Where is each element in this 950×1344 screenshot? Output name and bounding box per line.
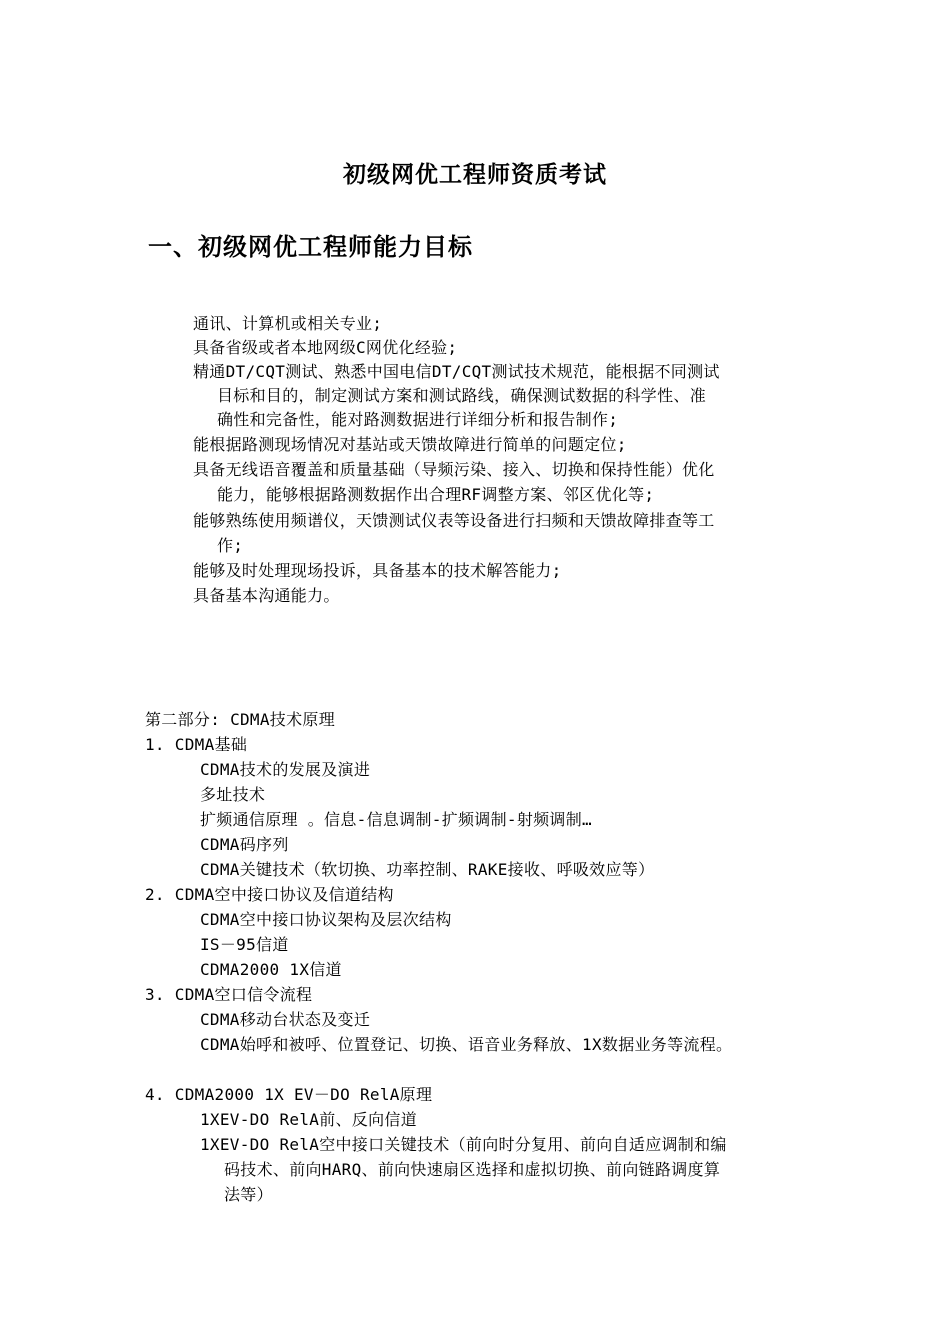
part2-section4-item: 1XEV-DO RelA前、反向信道 [200,1110,417,1129]
part2-section4-item: 1XEV-DO RelA空中接口关键技术（前向时分复用、前向自适应调制和编 [200,1135,727,1154]
requirement-item: 具备无线语音覆盖和质量基础（导频污染、接入、切换和保持性能）优化 [193,460,715,479]
part2-section3-title: 3. CDMA空口信令流程 [145,985,313,1004]
requirement-item: 精通DT/CQT测试、熟悉中国电信DT/CQT测试技术规范，能根据不同测试 [193,362,720,381]
part2-section2-item: CDMA空中接口协议架构及层次结构 [200,910,452,929]
part2-section2-item: CDMA2000 1X信道 [200,960,342,979]
part2-section2-item: IS－95信道 [200,935,289,954]
document-title: 初级网优工程师资质考试 [343,162,607,188]
requirement-item: 具备省级或者本地网级C网优化经验; [193,338,458,357]
requirement-item: 具备基本沟通能力。 [193,586,340,605]
part2-section4-item-continuation: 法等） [224,1185,273,1204]
part2-section1-item: CDMA技术的发展及演进 [200,760,371,779]
requirement-item: 能根据路测现场情况对基站或天馈故障进行简单的问题定位; [193,435,627,454]
part2-section1-item: CDMA码序列 [200,835,289,854]
requirement-item-continuation: 目标和目的，制定测试方案和测试路线，确保测试数据的科学性、准 [217,386,707,405]
part2-heading: 第二部分: CDMA技术原理 [145,710,335,729]
requirement-item-continuation: 确性和完备性，能对路测数据进行详细分析和报告制作; [217,410,619,429]
section-heading: 一、初级网优工程师能力目标 [148,233,473,261]
requirement-item: 能够及时处理现场投诉，具备基本的技术解答能力; [193,561,562,580]
part2-section1-title: 1. CDMA基础 [145,735,248,754]
requirement-item-continuation: 作; [217,536,244,555]
part2-section3-item: CDMA移动台状态及变迁 [200,1010,371,1029]
requirement-item: 能够熟练使用频谱仪，天馈测试仪表等设备进行扫频和天馈故障排查等工 [193,511,715,530]
part2-section1-item: 多址技术 [200,785,266,804]
part2-section1-item: CDMA关键技术（软切换、功率控制、RAKE接收、呼吸效应等） [200,860,655,879]
requirement-item: 通讯、计算机或相关专业; [193,314,383,333]
requirement-item-continuation: 能力，能够根据路测数据作出合理RF调整方案、邻区优化等; [217,485,655,504]
part2-section4-title: 4. CDMA2000 1X EV－DO RelA原理 [145,1085,433,1104]
part2-section1-item: 扩频通信原理 。信息-信息调制-扩频调制-射频调制… [200,810,592,829]
part2-section4-item-continuation: 码技术、前向HARQ、前向快速扇区选择和虚拟切换、前向链路调度算 [224,1160,721,1179]
part2-section2-title: 2. CDMA空中接口协议及信道结构 [145,885,394,904]
part2-section3-item: CDMA始呼和被呼、位置登记、切换、语音业务释放、1X数据业务等流程。 [200,1035,733,1054]
